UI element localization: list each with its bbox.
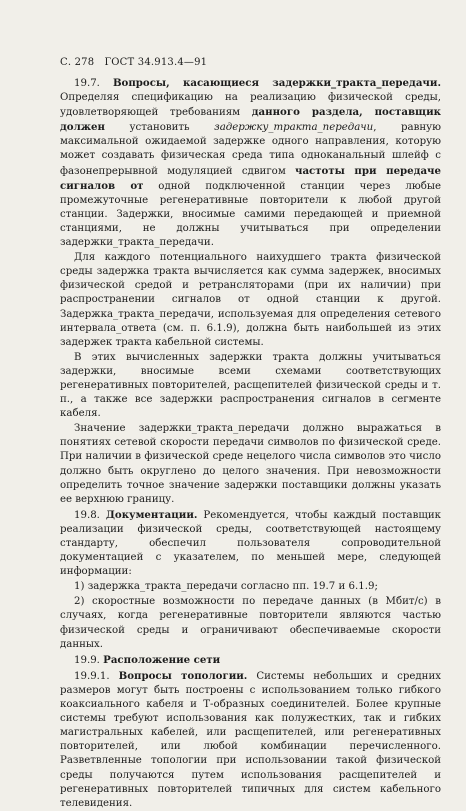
page-header [60, 57, 207, 68]
section-19-8: 19.8. Документации. Рекомендуется, чтобы каждый поставщик реализации физической среды, соответствующей настоящему стандарту, обеспечил пользователя сопроводительной документацией с указателем, по меньшей мере, следующей информации: [60, 508, 441, 578]
page-number: С. 278 [60, 57, 95, 68]
paragraph-delay-value: Значение задержки_тракта_передачи должно выражаться в понятиях сетевой скорости передачи символов по физической среде. При наличии в физической среде нецелого числа символов это число должно быть округлено до целого значения. При невозможности определить точное значение задержки поставщики должны указать ее верхнюю границу. [60, 423, 441, 505]
section-19-7: 19.7. Вопросы, касающиеся задержки_тракта_передачи. Определяя спецификацию на реализацию физической среды, удовлетворяющей требованиям данного раздела, поставщик должен установить задержку_тракта_передачи, равную максимальной ожидаемой задержке одного направления, которую может создавать физическая среда типа одноканальный шлейф с фазонепрерывной модуляцией сдвигом частоты при передаче сигналов от одной подключенной станции через любые промежуточные регенеративные повторители к любой другой станции. Задержки, вносимые самими передающей и приемной станциями, не должны учитываться при определении задержки_тракта_передачи. [60, 77, 441, 249]
section-19-9: 19.9. Расположение сети [74, 653, 221, 666]
section-19-9-title: Расположение сети [103, 653, 221, 666]
section-19-8-title: Документации. [105, 508, 198, 521]
section-19-9-1: 19.9.1. Вопросы топологии. Системы небольших и средних размеров могут быть построены с использованием только гибкого коаксиального кабеля и Т-образных соединителей. Более крупные системы требуют использования как полужестких, так и гибких магистральных кабелей, или расщепителей, или регенеративных повторителей, или любой комбинации перечисленного. Разветвленные топологии при использовании такой физической среды получаются путем использования расщепителей и регенеративных повторителей типичных для систем кабельного телевидения. [60, 669, 441, 809]
document-body [60, 76, 441, 811]
section-19-9-1-title: Вопросы топологии. [118, 669, 248, 682]
standard-designation: ГОСТ 34.913.4—91 [104, 57, 208, 68]
paragraph-delays-included: В этих вычисленных задержки тракта должны учитываться задержки, вносимые всеми схемами соответствующих регенеративных повторителей, расщепителей физической среды и т. п., а также все задержки распространения сигналов в сегменте кабеля. [60, 351, 441, 420]
list-item: 1) задержка_тракта_передачи согласно пп. 19.7 и 6.1.9; [74, 581, 378, 593]
paragraph-path-delay: Для каждого потенциального наихудшего тракта физической среды задержка тракта вычисляется как сумма задержек, вносимых физической средой и ретрансляторами (при их наличии) при распространении сигналов от одной станции к другой. Задержка_тракта_передачи, используемая для определения сетевого интервала_ответа (см. п. 6.1.9), должна быть наибольшей из этих задержек тракта кабельной системы. [60, 252, 441, 348]
list-item: 2) скоростные возможности по передаче данных (в Мбит/с) в случаях, когда регенеративные повторители являются частью физической среды и ограничивают обеспечиваемые скорости данных. [60, 596, 441, 650]
section-19-7-title: Вопросы, касающиеся задержки_тракта_передачи. [112, 77, 441, 89]
